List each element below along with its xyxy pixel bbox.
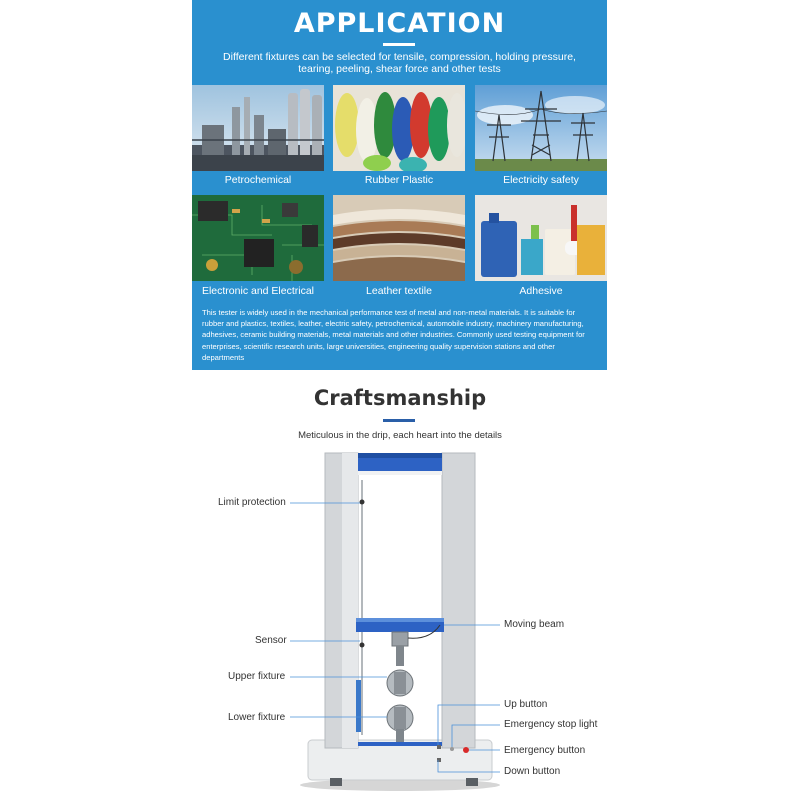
callout-emergency-button: Emergency button	[504, 745, 586, 756]
emergency-stop-light	[450, 747, 454, 751]
callout-emergency-stop-light: Emergency stop light	[504, 719, 598, 730]
tile-label-petrochemical: Petrochemical	[224, 174, 292, 186]
craftsmanship-title: Craftsmanship	[313, 386, 487, 410]
callout-limit-protection: Limit protection	[218, 497, 286, 508]
callout-lower-fixture: Lower fixture	[228, 712, 286, 723]
emergency-button	[463, 747, 469, 753]
tile-label-leather-textile: Leather textile	[366, 285, 432, 297]
right-column	[442, 453, 475, 748]
tile-label-electricity-safety: Electricity safety	[503, 174, 579, 186]
callout-down-button: Down button	[504, 766, 561, 777]
callout-sensor: Sensor	[255, 635, 287, 646]
application-title: APPLICATION	[293, 8, 506, 39]
application-description: This tester is widely used in the mechanical performance test of metal and non-metal materials. It is suitable for rubber and plastics, textiles, leather, electric safety, petrochemical, automobile industry, machinery manufacturing, adhesives, ceramic building materials, metal materials and other industries. Commonly used testing equipment for enterprises, scientific research units, large universities, engineering quality supervision stations and other departments	[202, 308, 585, 362]
tile-label-adhesive: Adhesive	[519, 285, 563, 297]
up-button	[437, 745, 441, 749]
callout-up-button: Up button	[504, 699, 548, 710]
tile-label-rubber-plastic: Rubber Plastic	[364, 174, 434, 186]
sensor	[392, 632, 408, 646]
application-subtitle: Different fixtures can be selected for tensile, compression, holding pressure, tearing, peeling, shear force and other tests	[223, 51, 576, 75]
tile-label-electronic-electrical: Electronic and Electrical	[201, 285, 315, 297]
callout-moving-beam: Moving beam	[504, 619, 565, 630]
callout-upper-fixture: Upper fixture	[228, 671, 286, 682]
craftsmanship-subtitle: Meticulous in the drip, each heart into the details	[298, 430, 502, 441]
